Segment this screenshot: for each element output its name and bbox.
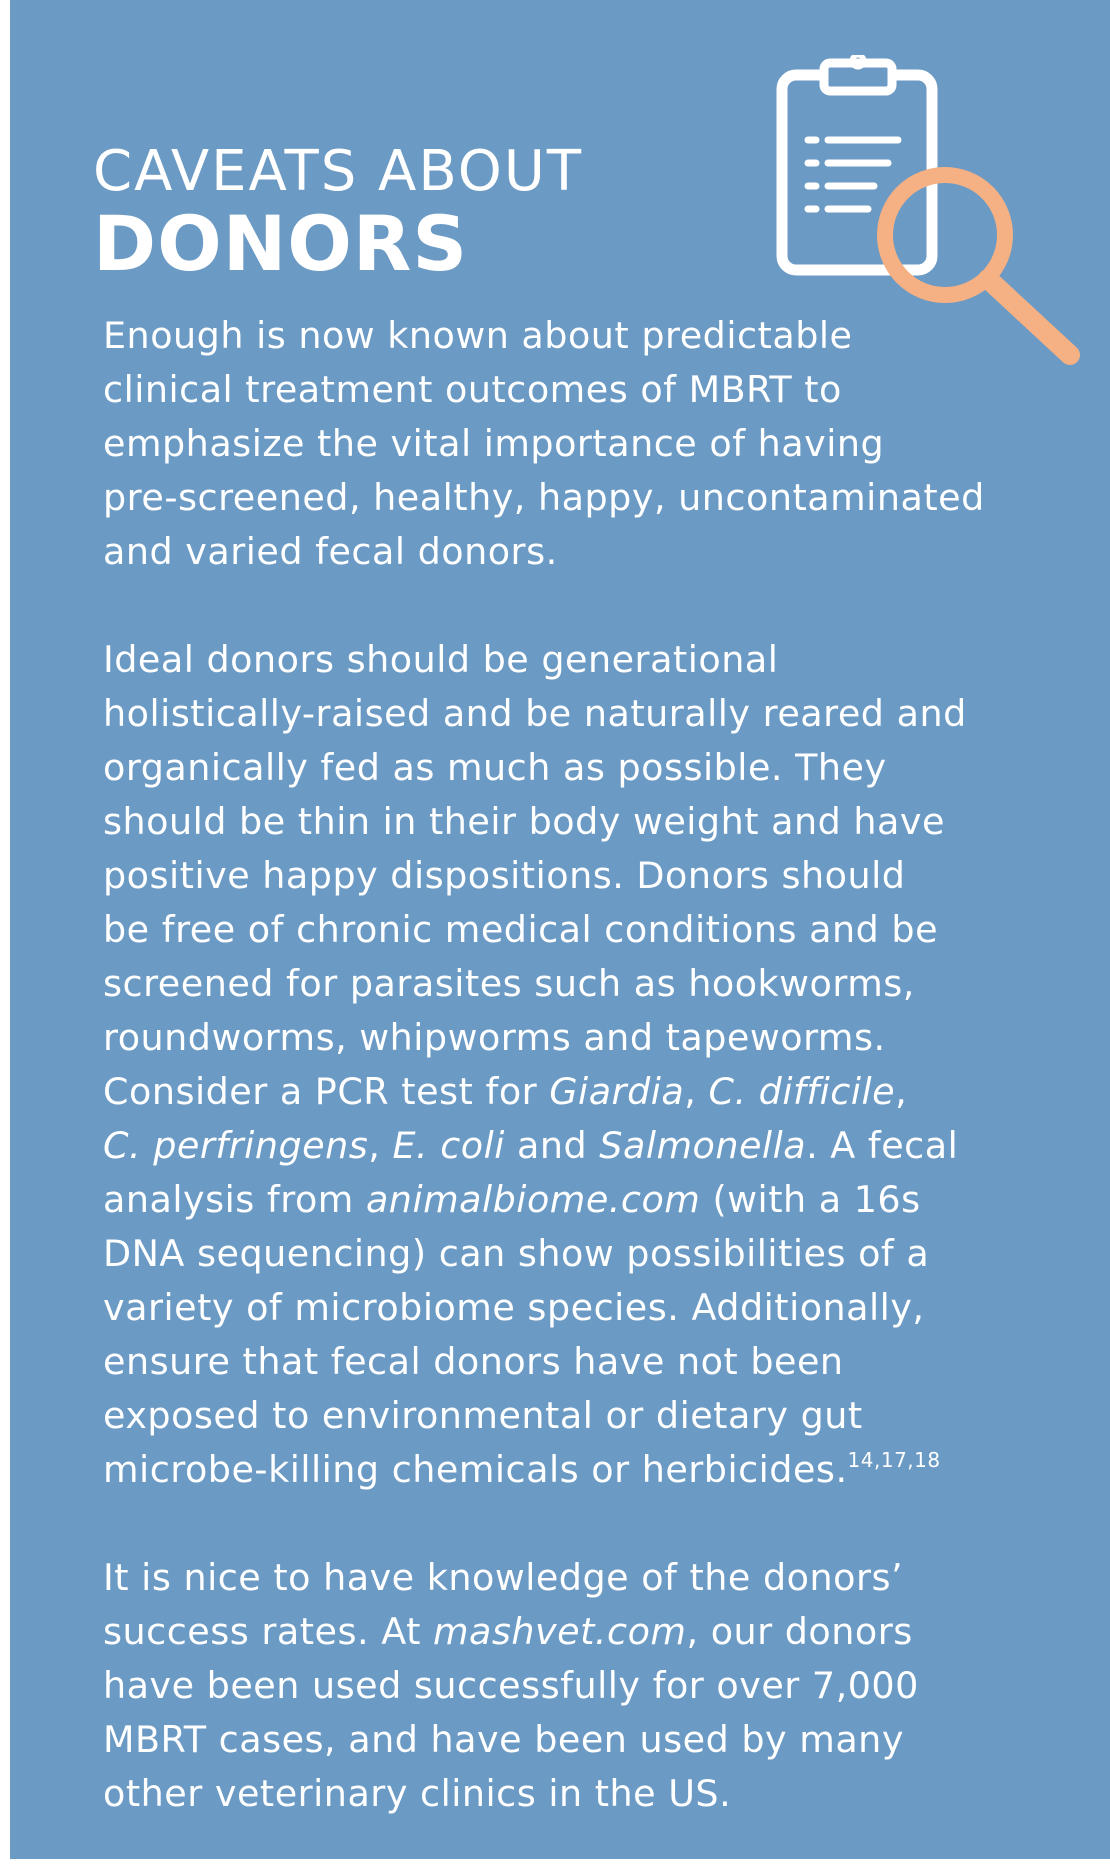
text-segment: (with a 16s [700, 1178, 921, 1221]
organism-name: C. difficile [708, 1070, 896, 1113]
text-line: organically fed as much as possible. They [103, 746, 887, 789]
text-line: pre-screened, healthy, happy, uncontaminated [103, 476, 985, 519]
organism-name: Giardia [549, 1070, 685, 1113]
text-line: MBRT cases, and have been used by many [103, 1718, 904, 1761]
text-segment: . A fecal [806, 1124, 959, 1167]
clipboard-icon [782, 55, 932, 270]
paragraph-ideal-donors [103, 633, 1063, 1497]
text-line: clinical treatment outcomes of MBRT to [103, 368, 842, 411]
page-title [93, 139, 584, 288]
text-line: holistically-raised and be naturally reared and [103, 692, 967, 735]
article-body [103, 309, 1063, 1875]
text-line [103, 1605, 1063, 1659]
citation-superscript: 14,17,18 [847, 1447, 941, 1472]
text-line: Ideal donors should be generational [103, 638, 779, 681]
organism-name: E. coli [392, 1124, 505, 1167]
paragraph-success-rates [103, 1551, 1063, 1821]
title-line-2: DONORS [93, 199, 469, 288]
text-line: have been used successfully for over 7,000 [103, 1664, 919, 1707]
text-segment: , [684, 1070, 709, 1113]
text-line: positive happy dispositions. Donors should [103, 854, 906, 897]
text-line: DNA sequencing) can show possibilities of a [103, 1232, 930, 1275]
content-panel [10, 0, 1110, 1859]
website-reference: mashvet.com [432, 1610, 687, 1653]
website-reference: animalbiome.com [365, 1178, 701, 1221]
text-line [103, 1065, 1063, 1119]
text-segment: , our donors [686, 1610, 913, 1653]
paragraph-intro [103, 309, 1063, 579]
text-segment: Consider a PCR test for [103, 1070, 550, 1113]
text-line: roundworms, whipworms and tapeworms. [103, 1016, 886, 1059]
text-line [103, 1173, 1063, 1227]
text-line: other veterinary clinics in the US. [103, 1772, 732, 1815]
text-line: ensure that fecal donors have not been [103, 1340, 844, 1383]
text-segment: microbe-killing chemicals or herbicides. [103, 1448, 848, 1491]
text-line: and varied fecal donors. [103, 530, 558, 573]
text-segment: , [368, 1124, 393, 1167]
text-line [103, 1443, 1063, 1497]
text-segment: and [504, 1124, 600, 1167]
text-segment: analysis from [103, 1178, 366, 1221]
text-segment: , [895, 1070, 908, 1113]
text-line: should be thin in their body weight and have [103, 800, 945, 843]
text-line: screened for parasites such as hookworms, [103, 962, 915, 1005]
text-line: be free of chronic medical conditions and be [103, 908, 939, 951]
text-line: variety of microbiome species. Additionally, [103, 1286, 925, 1329]
text-line [103, 1119, 1063, 1173]
organism-name: C. perfringens [103, 1124, 369, 1167]
text-line: exposed to environmental or dietary gut [103, 1394, 863, 1437]
text-line: It is nice to have knowledge of the donors’ [103, 1556, 904, 1599]
organism-name: Salmonella [599, 1124, 807, 1167]
title-line-1: CAVEATS ABOUT [93, 139, 584, 204]
text-line: emphasize the vital importance of having [103, 422, 885, 465]
text-line: Enough is now known about predictable [103, 314, 853, 357]
text-segment: success rates. At [103, 1610, 433, 1653]
